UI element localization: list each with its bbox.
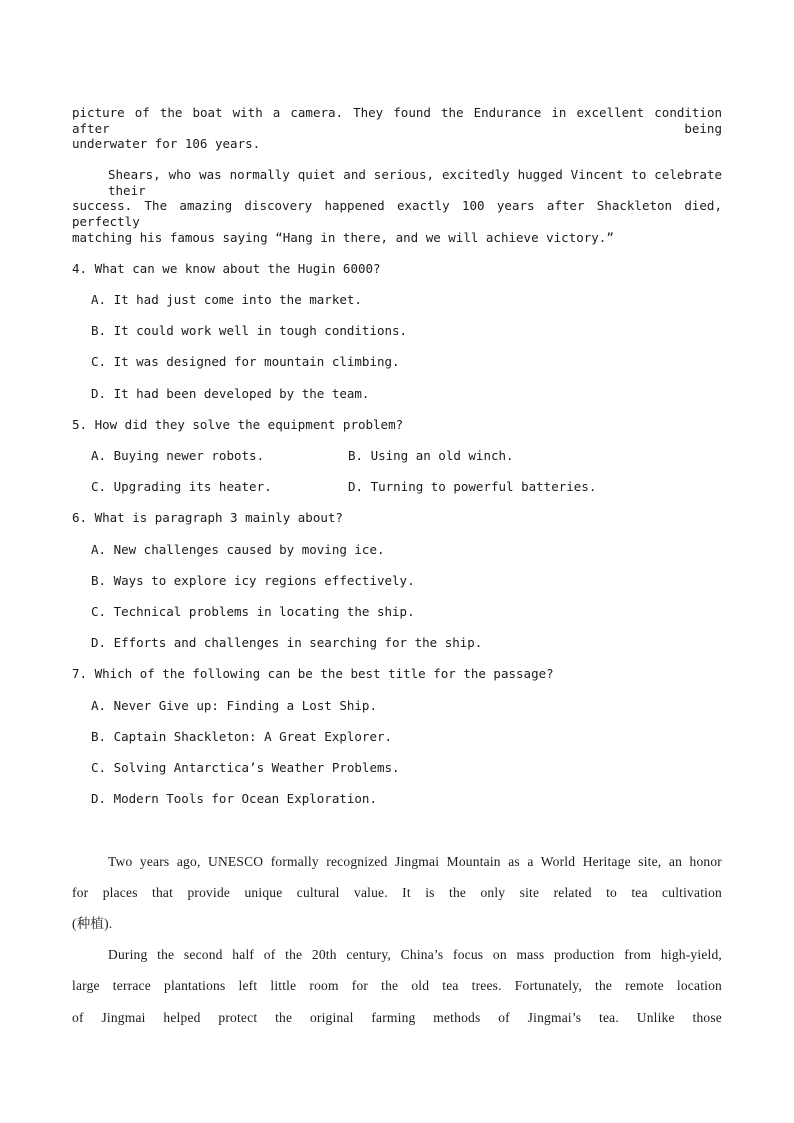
- question-7-stem: 7. Which of the following can be the best title for the passage?: [72, 666, 554, 681]
- question-5-option-c: C. Upgrading its heater.: [91, 479, 272, 494]
- question-6-option-b: B. Ways to explore icy regions effectively.: [91, 573, 415, 588]
- passage-b-line-5: large terrace plantations left little room for the old tea trees. Fortunately, the remote location: [72, 978, 722, 993]
- question-4-stem: 4. What can we know about the Hugin 6000?: [72, 261, 381, 276]
- question-4-option-a: A. It had just come into the market.: [91, 292, 362, 307]
- question-4-option-d: D. It had been developed by the team.: [91, 386, 370, 401]
- passage-b-line-3: (种植).: [72, 916, 113, 931]
- question-6-stem: 6. What is paragraph 3 mainly about?: [72, 510, 343, 525]
- question-4-option-b: B. It could work well in tough conditions.: [91, 323, 408, 338]
- question-7-option-c: C. Solving Antarctica’s Weather Problems.: [91, 760, 400, 775]
- question-7-option-a: A. Never Give up: Finding a Lost Ship.: [91, 698, 377, 713]
- question-6-option-a: A. New challenges caused by moving ice.: [91, 542, 385, 557]
- question-5-option-b: B. Using an old winch.: [348, 448, 514, 463]
- passage-a-line-2: underwater for 106 years.: [72, 136, 261, 151]
- passage-b-line-4: During the second half of the 20th century, China’s focus on mass production from high-yield,: [108, 947, 722, 962]
- passage-a-line-4: success. The amazing discovery happened exactly 100 years after Shackleton died, perfectly: [72, 198, 722, 229]
- passage-b-line-1: Two years ago, UNESCO formally recognized Jingmai Mountain as a World Heritage site, an honor: [108, 854, 722, 869]
- passage-b-line-6: of Jingmai helped protect the original farming methods of Jingmai’s tea. Unlike those: [72, 1010, 722, 1025]
- question-7-option-d: D. Modern Tools for Ocean Exploration.: [91, 791, 377, 806]
- question-5-stem: 5. How did they solve the equipment problem?: [72, 417, 404, 432]
- passage-b-line-2: for places that provide unique cultural value. It is the only site related to tea cultivation: [72, 885, 722, 900]
- question-4-option-c: C. It was designed for mountain climbing.: [91, 354, 400, 369]
- passage-a-line-1: picture of the boat with a camera. They found the Endurance in excellent condition after being: [72, 105, 722, 136]
- question-5-option-d: D. Turning to powerful batteries.: [348, 479, 597, 494]
- question-6-option-d: D. Efforts and challenges in searching for the ship.: [91, 635, 483, 650]
- question-7-option-b: B. Captain Shackleton: A Great Explorer.: [91, 729, 393, 744]
- passage-a-line-3: Shears, who was normally quiet and serious, excitedly hugged Vincent to celebrate their: [108, 167, 722, 198]
- question-6-option-c: C. Technical problems in locating the ship.: [91, 604, 415, 619]
- question-5-option-a: A. Buying newer robots.: [91, 448, 265, 463]
- passage-a-line-5: matching his famous saying “Hang in there, and we will achieve victory.”: [72, 230, 614, 245]
